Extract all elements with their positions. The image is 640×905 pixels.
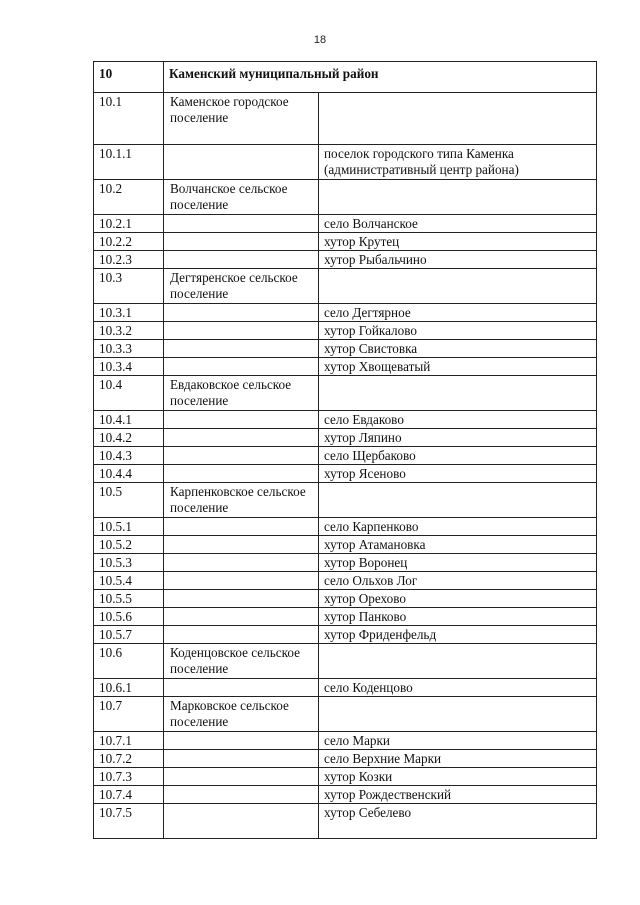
table-row xyxy=(94,411,597,429)
locality-name xyxy=(319,644,597,679)
locality-name xyxy=(319,180,597,215)
table-row xyxy=(94,429,597,447)
table-row xyxy=(94,590,597,608)
registry-body xyxy=(94,62,597,839)
row-code: 10.5.4 xyxy=(94,572,164,590)
row-code: 10.7.2 xyxy=(94,750,164,768)
settlement-name: Коденцовское сельское поселение xyxy=(164,644,319,679)
locality-name: хутор Рождественский xyxy=(319,786,597,804)
table-row xyxy=(94,626,597,644)
row-code: 10.4.1 xyxy=(94,411,164,429)
table-row xyxy=(94,679,597,697)
table-row xyxy=(94,536,597,554)
row-code: 10.7.4 xyxy=(94,786,164,804)
row-code: 10.7.5 xyxy=(94,804,164,839)
table-row xyxy=(94,376,597,411)
locality-name: село Коденцово xyxy=(319,679,597,697)
row-code: 10.4.3 xyxy=(94,447,164,465)
row-code: 10.4.4 xyxy=(94,465,164,483)
settlement-name xyxy=(164,626,319,644)
table-row xyxy=(94,804,597,839)
locality-name: хутор Козки xyxy=(319,768,597,786)
settlement-name xyxy=(164,804,319,839)
table-row xyxy=(94,93,597,145)
settlement-name xyxy=(164,304,319,322)
locality-name xyxy=(319,697,597,732)
locality-name xyxy=(319,483,597,518)
row-code: 10.1 xyxy=(94,93,164,145)
locality-name: село Ольхов Лог xyxy=(319,572,597,590)
locality-name: село Карпенково xyxy=(319,518,597,536)
district-title: Каменский муниципальный район xyxy=(164,62,597,93)
locality-name: хутор Свистовка xyxy=(319,340,597,358)
table-row xyxy=(94,145,597,180)
settlement-name xyxy=(164,358,319,376)
table-row xyxy=(94,447,597,465)
settlement-name: Евдаковское сельское поселение xyxy=(164,376,319,411)
settlement-name xyxy=(164,608,319,626)
page-number: 18 xyxy=(313,34,327,46)
table-row xyxy=(94,215,597,233)
table-row xyxy=(94,554,597,572)
row-code: 10.5.5 xyxy=(94,590,164,608)
table-row xyxy=(94,518,597,536)
settlement-name xyxy=(164,732,319,750)
settlement-name xyxy=(164,768,319,786)
table-row xyxy=(94,358,597,376)
row-code: 10.3.4 xyxy=(94,358,164,376)
locality-name: хутор Себелево xyxy=(319,804,597,839)
locality-name: хутор Орехово xyxy=(319,590,597,608)
row-code: 10.3.3 xyxy=(94,340,164,358)
row-code: 10.2 xyxy=(94,180,164,215)
settlement-name xyxy=(164,251,319,269)
settlement-name xyxy=(164,465,319,483)
settlement-name: Марковское сельское поселение xyxy=(164,697,319,732)
table-row xyxy=(94,768,597,786)
locality-name: хутор Ясеново xyxy=(319,465,597,483)
locality-name xyxy=(319,376,597,411)
settlement-name xyxy=(164,429,319,447)
row-code: 10.1.1 xyxy=(94,145,164,180)
district-header-row xyxy=(94,62,597,93)
row-code: 10.5.6 xyxy=(94,608,164,626)
settlement-name: Волчанское сельское поселение xyxy=(164,180,319,215)
row-code: 10.7 xyxy=(94,697,164,732)
locality-name xyxy=(319,93,597,145)
row-code: 10.4.2 xyxy=(94,429,164,447)
locality-name: село Волчанское xyxy=(319,215,597,233)
table-row xyxy=(94,233,597,251)
settlement-name xyxy=(164,145,319,180)
table-row xyxy=(94,340,597,358)
settlement-registry-table xyxy=(93,61,597,839)
row-code: 10.3 xyxy=(94,269,164,304)
settlement-name xyxy=(164,411,319,429)
table-row xyxy=(94,608,597,626)
row-code: 10.4 xyxy=(94,376,164,411)
table-row xyxy=(94,697,597,732)
settlement-name xyxy=(164,215,319,233)
locality-name: хутор Атамановка xyxy=(319,536,597,554)
row-code: 10.6.1 xyxy=(94,679,164,697)
locality-name: село Марки xyxy=(319,732,597,750)
table-row xyxy=(94,572,597,590)
table-row xyxy=(94,269,597,304)
row-code: 10.3.2 xyxy=(94,322,164,340)
table-row xyxy=(94,732,597,750)
row-code: 10.2.3 xyxy=(94,251,164,269)
settlement-name xyxy=(164,590,319,608)
locality-name: хутор Ляпино xyxy=(319,429,597,447)
settlement-name xyxy=(164,786,319,804)
settlement-name xyxy=(164,554,319,572)
row-code: 10.5.2 xyxy=(94,536,164,554)
settlement-name: Карпенковское сельское поселение xyxy=(164,483,319,518)
row-code: 10.7.1 xyxy=(94,732,164,750)
locality-name: село Верхние Марки xyxy=(319,750,597,768)
settlement-name xyxy=(164,340,319,358)
locality-name: хутор Крутец xyxy=(319,233,597,251)
table-row xyxy=(94,251,597,269)
district-code: 10 xyxy=(94,62,164,93)
table-row xyxy=(94,180,597,215)
locality-name: хутор Фриденфельд xyxy=(319,626,597,644)
row-code: 10.5 xyxy=(94,483,164,518)
locality-name xyxy=(319,269,597,304)
locality-name: хутор Гойкалово xyxy=(319,322,597,340)
locality-name: хутор Воронец xyxy=(319,554,597,572)
locality-name: хутор Рыбальчино xyxy=(319,251,597,269)
settlement-name xyxy=(164,572,319,590)
table-row xyxy=(94,644,597,679)
locality-name: хутор Хвощеватый xyxy=(319,358,597,376)
table-row xyxy=(94,750,597,768)
table-row xyxy=(94,786,597,804)
table-row xyxy=(94,322,597,340)
settlement-name: Дегтяренское сельское поселение xyxy=(164,269,319,304)
settlement-name xyxy=(164,447,319,465)
locality-name: хутор Панково xyxy=(319,608,597,626)
row-code: 10.2.2 xyxy=(94,233,164,251)
row-code: 10.2.1 xyxy=(94,215,164,233)
row-code: 10.7.3 xyxy=(94,768,164,786)
locality-name: село Дегтярное xyxy=(319,304,597,322)
settlement-name xyxy=(164,536,319,554)
settlement-name xyxy=(164,322,319,340)
locality-name: село Евдаково xyxy=(319,411,597,429)
settlement-name xyxy=(164,679,319,697)
row-code: 10.5.1 xyxy=(94,518,164,536)
table-row xyxy=(94,465,597,483)
settlement-name: Каменское городское поселение xyxy=(164,93,319,145)
row-code: 10.5.7 xyxy=(94,626,164,644)
settlement-name xyxy=(164,750,319,768)
locality-name: поселок городского типа Каменка (административный центр района) xyxy=(319,145,597,180)
row-code: 10.6 xyxy=(94,644,164,679)
settlement-name xyxy=(164,518,319,536)
row-code: 10.3.1 xyxy=(94,304,164,322)
table-row xyxy=(94,483,597,518)
table-row xyxy=(94,304,597,322)
locality-name: село Щербаково xyxy=(319,447,597,465)
settlement-name xyxy=(164,233,319,251)
row-code: 10.5.3 xyxy=(94,554,164,572)
